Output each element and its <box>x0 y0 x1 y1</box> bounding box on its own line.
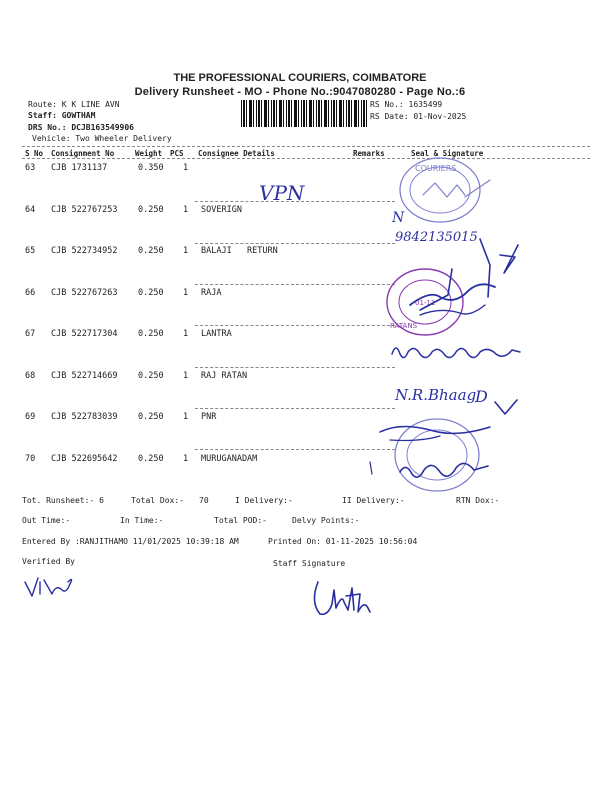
stamp-top-text: COURIERS <box>415 164 457 173</box>
row-divider <box>195 367 395 368</box>
row-pcs: 1 <box>183 205 189 215</box>
vpn-text: VPN <box>259 181 305 205</box>
col-sno: S No <box>25 149 44 158</box>
verified-signature <box>22 572 82 602</box>
row-pcs: 1 <box>183 329 189 339</box>
delivery-signature-bottom <box>370 412 510 492</box>
signature-row-67 <box>390 340 530 365</box>
row-weight: 0.250 <box>138 412 164 422</box>
row-pcs: 1 <box>183 371 189 381</box>
col-remarks: Remarks <box>353 149 385 158</box>
row-consignee: RAJ RATAN <box>201 371 248 381</box>
rs-number: RS No.: 1635499 <box>370 100 443 109</box>
row-sno: 63 <box>25 163 36 173</box>
delivery-signature-large <box>400 235 530 335</box>
d-mark-text: D <box>475 387 488 406</box>
row-weight: 0.250 <box>138 454 164 464</box>
row-sno: 69 <box>25 412 36 422</box>
name-note-text: N.R.Bhaag <box>395 386 477 404</box>
ii-delivery: II Delivery:- <box>342 496 405 505</box>
row-weight: 0.250 <box>138 329 164 339</box>
barcode <box>241 100 367 127</box>
staff-signature-label: Staff Signature <box>273 559 346 568</box>
rtn-dox: RTN Dox:- <box>456 496 500 505</box>
drs-number: DRS No.: DCJB163549906 <box>28 123 134 132</box>
row-weight: 0.350 <box>138 163 164 173</box>
row-pcs: 1 <box>183 163 189 173</box>
col-consignee: Consignee Details <box>198 149 275 158</box>
entered-by: Entered By :RANJITHAMO 11/01/2025 10:39:18 AM <box>22 537 239 546</box>
col-seal: Seal & Signature <box>411 149 484 158</box>
row-consignee: RAJA <box>201 288 222 298</box>
stamp-left-text: RATANS <box>390 322 418 330</box>
n-mark: N <box>392 210 405 226</box>
row-pcs: 1 <box>183 454 189 464</box>
runsheet-subtitle: Delivery Runsheet - MO - Phone No.:9047080280 - Page No.:6 <box>134 86 466 98</box>
row-consignment: CJB 522734952 <box>51 246 118 256</box>
row-sno: 67 <box>25 329 36 339</box>
col-weight: Weight <box>135 149 163 158</box>
staff-signature <box>308 572 388 622</box>
verified-by-label: Verified By <box>22 557 75 566</box>
header-top-rule <box>22 146 590 147</box>
col-pcs: PCS <box>170 149 184 158</box>
row-weight: 0.250 <box>138 246 164 256</box>
row-sno: 64 <box>25 205 36 215</box>
phone-text: 9842135015 <box>395 230 478 245</box>
route-label: Route: K K LINE AVN <box>28 100 120 109</box>
row-pcs: 1 <box>183 412 189 422</box>
printed-on: Printed On: 01-11-2025 10:56:04 <box>268 537 418 546</box>
row-consignment: CJB 522783039 <box>51 412 118 422</box>
out-time: Out Time:- <box>22 516 71 525</box>
row-weight: 0.250 <box>138 371 164 381</box>
row-pcs: 1 <box>183 246 189 256</box>
row-divider <box>195 284 395 285</box>
row-consignment: CJB 1731137 <box>51 163 108 173</box>
i-delivery: I Delivery:- <box>235 496 293 505</box>
row-divider <box>195 325 395 326</box>
rs-date: RS Date: 01-Nov-2025 <box>370 112 467 121</box>
header-bottom-rule <box>22 158 590 159</box>
total-pod: Total POD:- <box>214 516 267 525</box>
row-consignment: CJB 522767253 <box>51 205 118 215</box>
row-sno: 70 <box>25 454 36 464</box>
total-dox-label: Total Dox:- <box>131 496 184 505</box>
row-consignee: BALAJI RETURN <box>201 246 278 256</box>
in-time: In Time:- <box>120 516 164 525</box>
row-divider <box>195 408 395 409</box>
total-dox-value: 70 <box>199 496 209 505</box>
row-consignment: CJB 522767263 <box>51 288 118 298</box>
company-name: THE PROFESSIONAL COURIERS, COIMBATORE <box>173 72 427 84</box>
row-divider <box>195 243 395 244</box>
row-consignee: PNR <box>201 412 217 422</box>
vehicle-label: Vehicle: Two Wheeler Delivery <box>32 134 172 143</box>
row-weight: 0.250 <box>138 205 164 215</box>
row-consignment: CJB 522714669 <box>51 371 118 381</box>
row-consignee: LANTRA <box>201 329 232 339</box>
row-pcs: 1 <box>183 288 189 298</box>
row-consignee: SOVERIGN <box>201 205 242 215</box>
row-sno: 68 <box>25 371 36 381</box>
row-weight: 0.250 <box>138 288 164 298</box>
col-consignment: Consignment No <box>51 149 115 158</box>
row-consignee: MURUGANADAM <box>201 454 258 464</box>
staff-label: Staff: GOWTHAM <box>28 111 96 120</box>
delvy-points: Delvy Points:- <box>292 516 360 525</box>
row-sno: 65 <box>25 246 36 256</box>
row-divider <box>195 449 395 450</box>
total-runsheet: Tot. Runsheet:- 6 <box>22 496 104 505</box>
row-consignment: CJB 522717304 <box>51 329 118 339</box>
stamp-center-text: 01-11 <box>415 299 436 307</box>
row-sno: 66 <box>25 288 36 298</box>
row-consignment: CJB 522695642 <box>51 454 118 464</box>
handwritten-vpn <box>255 178 315 208</box>
